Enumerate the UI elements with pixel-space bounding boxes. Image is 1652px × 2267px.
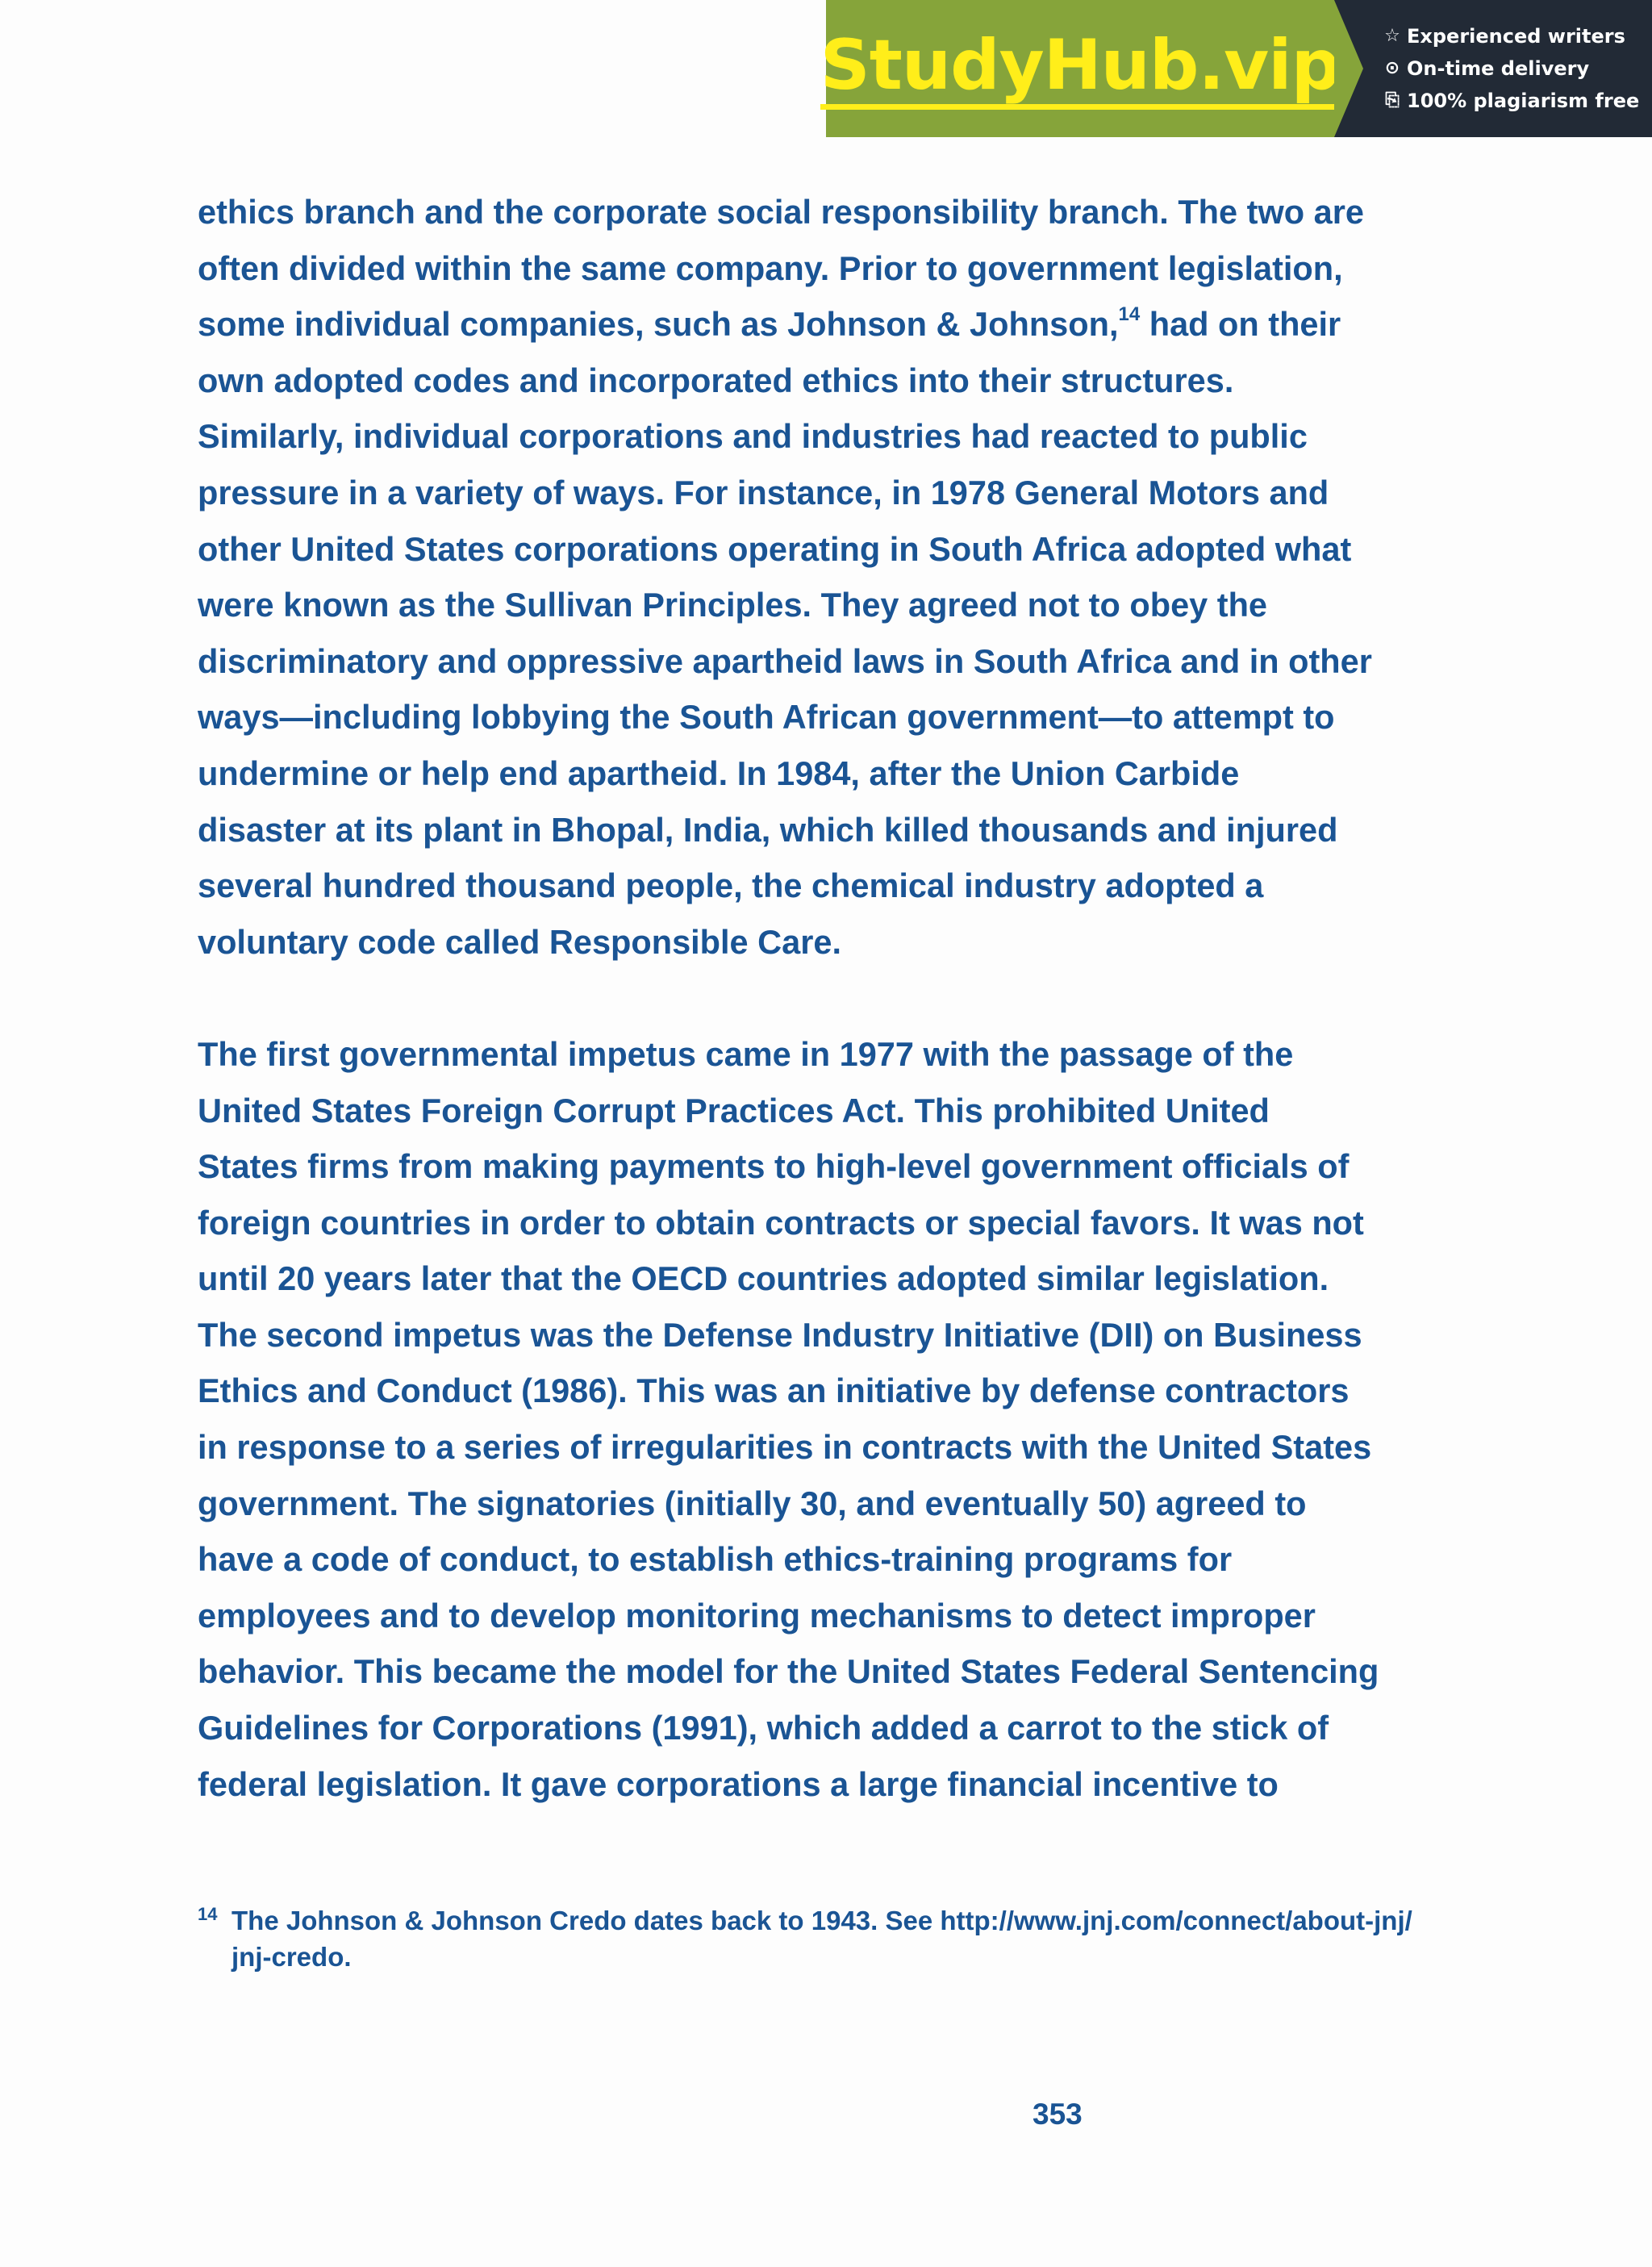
text-line: behavior. This became the model for the United States Federal Sentencing bbox=[198, 1652, 1379, 1691]
text-line bbox=[198, 296, 1391, 353]
text-segment: had on their bbox=[1140, 305, 1341, 344]
feature-label: 100% plagiarism free bbox=[1407, 90, 1640, 112]
text-line: often divided within the same company. Prior to government legislation, bbox=[198, 248, 1343, 287]
star-icon: ☆ bbox=[1384, 26, 1400, 46]
feature-experienced-writers bbox=[1383, 24, 1652, 48]
text-line: several hundred thousand people, the chemical industry adopted a bbox=[198, 866, 1264, 905]
text-line: other United States corporations operating in South Africa adopted what bbox=[198, 529, 1352, 568]
document-check-icon: ⎘ bbox=[1385, 90, 1400, 111]
text-line: discriminatory and oppressive apartheid laws in South Africa and in other bbox=[198, 641, 1372, 680]
text-line: Ethics and Conduct (1986). This was an initiative by defense contractors bbox=[198, 1371, 1350, 1410]
text-line: States firms from making payments to high-level government officials of bbox=[198, 1147, 1350, 1186]
text-line: pressure in a variety of ways. For instance, in 1978 General Motors and bbox=[198, 473, 1329, 511]
text-line: have a code of conduct, to establish ethics-training programs for bbox=[198, 1540, 1233, 1579]
footnote bbox=[198, 1902, 1412, 1975]
page-number: 353 bbox=[1032, 2098, 1083, 2131]
text-line: in response to a series of irregularities in contracts with the United States bbox=[198, 1428, 1372, 1467]
footnote-marker: 14 bbox=[198, 1904, 218, 1924]
text-line: own adopted codes and incorporated ethics into their structures. bbox=[198, 361, 1234, 399]
feature-label: Experienced writers bbox=[1407, 25, 1625, 48]
paragraph-1 bbox=[198, 184, 1391, 970]
feature-on-time-delivery bbox=[1383, 56, 1652, 81]
text-line: Similarly, individual corporations and industries had reacted to public bbox=[198, 417, 1308, 456]
text-line: United States Foreign Corrupt Practices Act. This prohibited United bbox=[198, 1091, 1270, 1129]
text-line: ethics branch and the corporate social responsibility branch. The two are bbox=[198, 193, 1364, 231]
text-line: The second impetus was the Defense Industry Initiative (DII) on Business bbox=[198, 1315, 1362, 1354]
footnote-line[interactable]: The Johnson & Johnson Credo dates back to 1943. See http://www.jnj.com/connect/about-jnj/ bbox=[232, 1906, 1412, 1935]
text-line: undermine or help end apartheid. In 1984, after the Union Carbide bbox=[198, 754, 1240, 792]
paragraph-2 bbox=[198, 1026, 1391, 1812]
text-segment: some individual companies, such as Johnson & Johnson, bbox=[198, 305, 1119, 344]
text-line: federal legislation. It gave corporations a large financial incentive to bbox=[198, 1764, 1279, 1803]
feature-label: On-time delivery bbox=[1407, 57, 1590, 80]
text-line: employees and to develop monitoring mechanisms to detect improper bbox=[198, 1596, 1316, 1634]
feature-plagiarism-free bbox=[1383, 89, 1652, 113]
text-line: until 20 years later that the OECD countries adopted similar legislation. bbox=[198, 1259, 1329, 1298]
text-line: government. The signatories (initially 30, and eventually 50) agreed to bbox=[198, 1484, 1307, 1522]
promo-banner[interactable] bbox=[820, 0, 1652, 137]
text-line: voluntary code called Responsible Care. bbox=[198, 922, 841, 961]
footnote-line[interactable]: jnj-credo. bbox=[232, 1942, 352, 1972]
feature-list bbox=[1334, 0, 1652, 137]
footnote-text bbox=[232, 1902, 1412, 1975]
clock-icon: ⊙ bbox=[1384, 58, 1400, 78]
logo-panel[interactable] bbox=[820, 0, 1341, 137]
footnote-reference[interactable]: 14 bbox=[1118, 303, 1141, 326]
banner-arrow-shape bbox=[1334, 0, 1363, 137]
studyhub-logo[interactable]: StudyHub.vip bbox=[820, 28, 1340, 110]
document-body bbox=[198, 184, 1391, 1812]
text-line: Guidelines for Corporations (1991), which added a carrot to the stick of bbox=[198, 1709, 1329, 1747]
text-line: ways—including lobbying the South African government—to attempt to bbox=[198, 698, 1335, 737]
text-line: were known as the Sullivan Principles. They agreed not to obey the bbox=[198, 586, 1268, 624]
text-line: foreign countries in order to obtain contracts or special favors. It was not bbox=[198, 1203, 1364, 1242]
text-line: The first governmental impetus came in 1977 with the passage of the bbox=[198, 1034, 1294, 1073]
text-line: disaster at its plant in Bhopal, India, which killed thousands and injured bbox=[198, 810, 1338, 849]
